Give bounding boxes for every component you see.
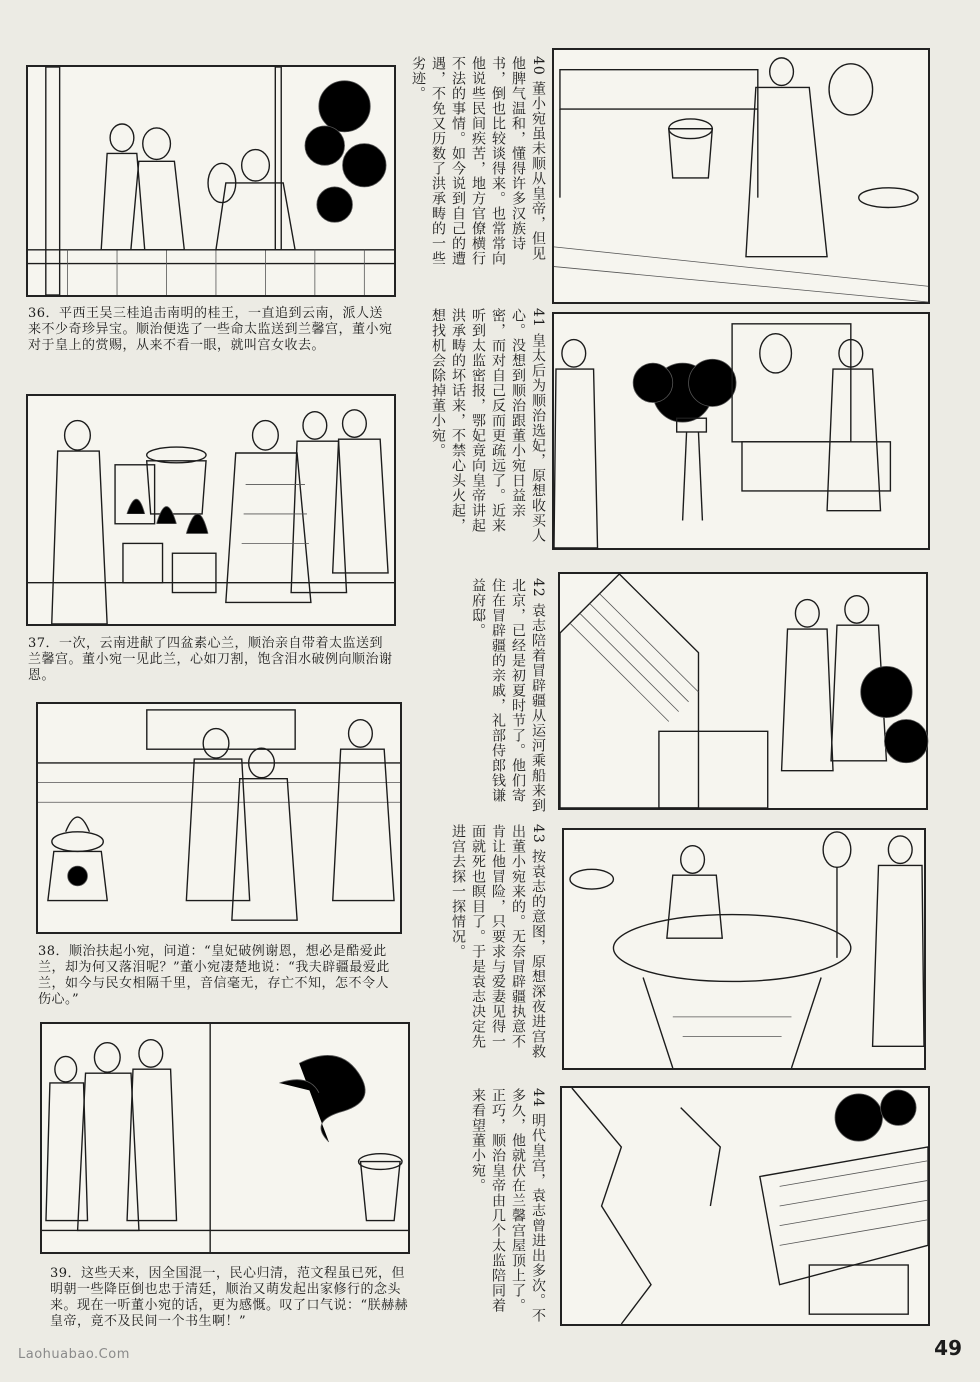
vertical-text-41: 41 皇太后为顺治选妃，原想收买人心。没想到顺治跟董小宛日益亲密，而对自己反而更疏远了。近来听到太监密报，鄂妃竟向皇帝讲起洪承畴的坏话来，不禁心头火起，想找机会除掉董小宛。 [430, 308, 546, 544]
vertical-text-44: 44 明代皇宫，袁志曾进出多次。不多久，他就伏在兰馨宫屋顶上了。正巧，顺治皇帝由几个太监陪同着来看望董小宛。 [470, 1088, 546, 1324]
caption-36: 36．平西王吴三桂追击南明的桂王，一直追到云南，派人送来不少奇珍异宝。顺治便选了一些命太监送到兰馨宫，董小宛对于皇上的赏赐，从来不看一眼，就叫宫女收去。 [28, 306, 393, 353]
panel-39-illustration [40, 1022, 410, 1254]
panel-37-illustration [26, 394, 396, 626]
vertical-text-40: 40 董小宛虽未顺从皇帝，但见他脾气温和，懂得许多汉族诗书，倒也比较谈得来。也常常向他说些民间疾苦，地方官僚横行不法的事情。如今说到自己的遭遇，不免又历数了洪承畴的一些劣迹。 [410, 56, 546, 266]
panel-40-illustration [552, 48, 930, 304]
panel-42-illustration [558, 572, 928, 810]
page-number: 49 [934, 1336, 962, 1360]
panel-36-illustration [26, 65, 396, 297]
caption-39: 39．这些天来，因全国混一，民心归清，范文程虽已死，但明朝一些降臣倒也忠于清廷，顺治又萌发起出家修行的念头来。现在一听董小宛的话，更为感慨。叹了口气说：“朕赫赫皇帝，竟不及民间一个书生啊！” [50, 1266, 409, 1329]
panel-41-illustration [552, 312, 930, 550]
site-watermark: Laohuabao.Com [18, 1347, 130, 1362]
panel-38-illustration [36, 702, 402, 934]
vertical-text-42: 42 袁志陪着冒辟疆从运河乘船来到北京，已经是初夏时节了。他们寄住在冒辟疆的亲戚，礼部侍郎钱谦益府邸。 [470, 578, 546, 814]
caption-37: 37．一次，云南进献了四盆素心兰，顺治亲自带着太监送到兰馨宫。董小宛一见此兰，心如刀割，饱含泪水破例向顺治谢恩。 [28, 636, 393, 683]
caption-38: 38．顺治扶起小宛，问道：“皇妃破例谢恩，想必是酷爱此兰，却为何又落泪呢？”董小宛凄楚地说：“我夫辟疆最爱此兰，如今与民女相隔千里，音信毫无，存亡不知，怎不令人伤心。” [38, 944, 390, 1007]
panel-44-illustration [560, 1086, 930, 1326]
panel-43-illustration [562, 828, 926, 1070]
vertical-text-43: 43 按袁志的意图，原想深夜进宫救出董小宛来的。无奈冒辟疆执意不肯让他冒险，只要求与爱妻见得一面就死也瞑目了。于是袁志决定先进宫去探一探情况。 [450, 824, 546, 1060]
